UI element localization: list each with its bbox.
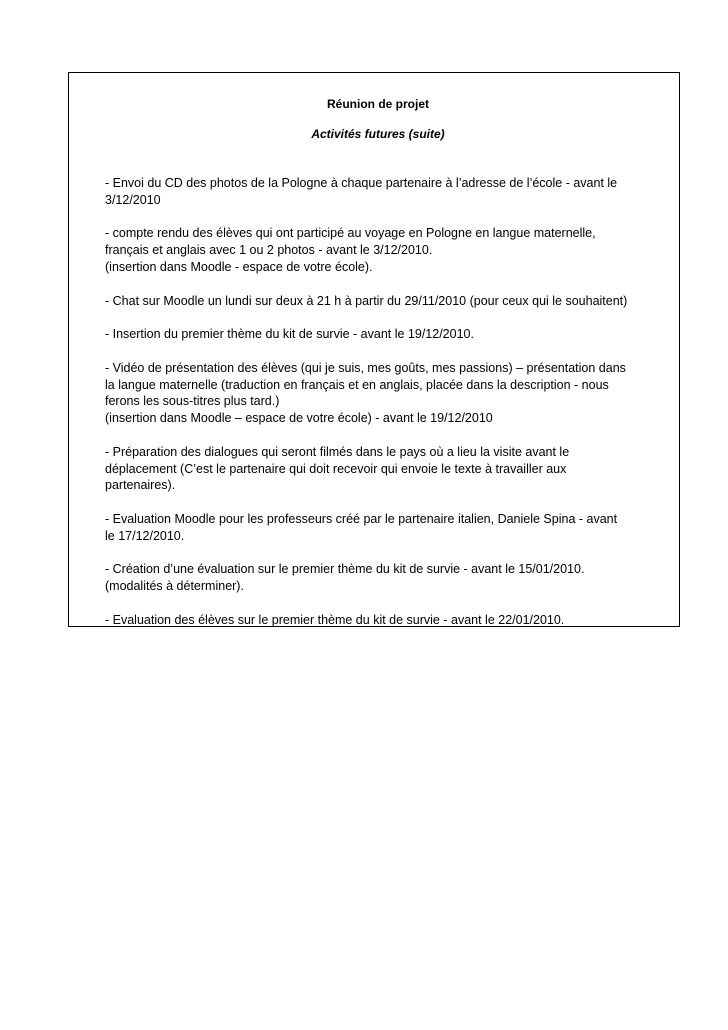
item-line: déplacement (C’est le partenaire qui doit recevoir qui envoie le texte à travailler aux (105, 461, 567, 476)
document-subtitle: Activités futures (suite) (311, 127, 445, 141)
activity-item-creation-evaluation (105, 561, 695, 595)
item-line: ferons les sous-titres plus tard.) (105, 394, 280, 409)
item-line: - Chat sur Moodle un lundi sur deux à 21 h à partir du 29/11/2010 (pour ceux qui le souhaitent) (105, 293, 628, 308)
item-line: partenaires). (105, 478, 176, 493)
item-line: la langue maternelle (traduction en français et en anglais, placée dans la description - nous (105, 377, 609, 392)
item-line: - Evaluation des élèves sur le premier thème du kit de survie - avant le 22/01/2010. (105, 612, 565, 627)
activity-item-evaluation-eleves (105, 612, 695, 629)
item-line: (insertion dans Moodle – espace de votre école) - avant le 19/12/2010 (105, 411, 493, 426)
item-line: (insertion dans Moodle - espace de votre école). (105, 259, 373, 274)
item-line: - compte rendu des élèves qui ont participé au voyage en Pologne en langue maternelle, (105, 226, 596, 241)
activity-item-insertion-theme (105, 326, 695, 343)
item-line: - Création d’une évaluation sur le premier thème du kit de survie - avant le 15/01/2010. (105, 562, 585, 577)
item-line: - Envoi du CD des photos de la Pologne à chaque partenaire à l’adresse de l’école - avant le (105, 176, 618, 190)
activity-list (105, 175, 695, 645)
activity-item-cd-photos (105, 175, 695, 209)
item-line: - Préparation des dialogues qui seront filmés dans le pays où a lieu la visite avant le (105, 444, 570, 459)
item-line: français et anglais avec 1 ou 2 photos - avant le 3/12/2010. (105, 243, 433, 258)
activity-item-chat-moodle (105, 293, 695, 310)
item-line: - Evaluation Moodle pour les professeurs créé par le partenaire italien, Daniele Spina - avant (105, 511, 618, 526)
document-title: Réunion de projet (327, 97, 429, 111)
item-line: le 17/12/2010. (105, 528, 185, 543)
item-line: - Insertion du premier thème du kit de survie - avant le 19/12/2010. (105, 327, 474, 342)
item-line: 3/12/2010 (105, 192, 161, 207)
document-frame (68, 72, 680, 627)
item-line: - Vidéo de présentation des élèves (qui je suis, mes goûts, mes passions) – présentation dans (105, 360, 626, 375)
item-line: (modalités à déterminer). (105, 579, 244, 594)
activity-item-dialogues (105, 444, 695, 494)
activity-item-video-presentation (105, 360, 695, 427)
activity-item-evaluation-professeurs (105, 511, 695, 545)
activity-item-compte-rendu (105, 225, 695, 275)
